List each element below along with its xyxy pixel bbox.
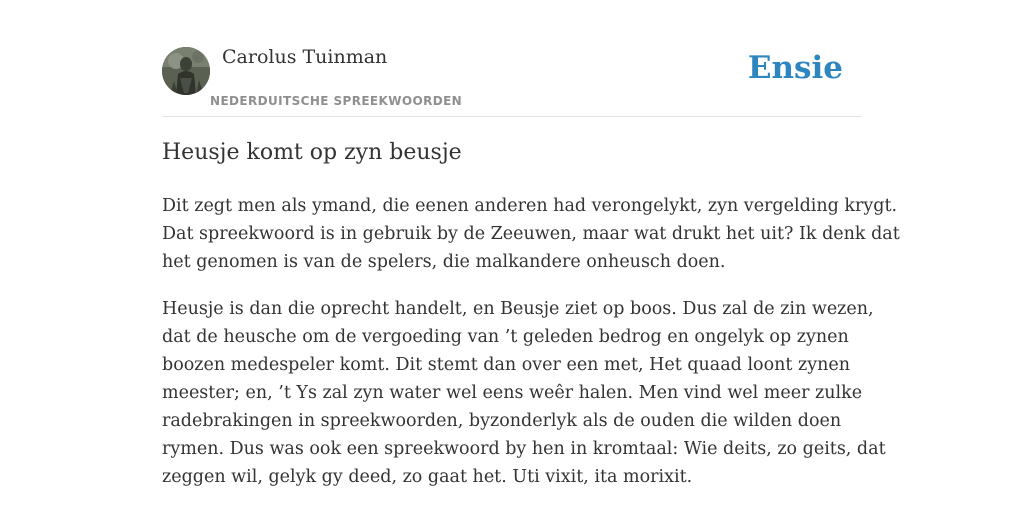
- paragraph-line: zeggen wil, gelyk gy deed, zo gaat het. Uti vixit, ita morixit.: [162, 467, 693, 487]
- statue-icon: [162, 47, 210, 95]
- paragraph-line: het genomen is van de spelers, die malkandere onheusch doen.: [162, 252, 726, 272]
- paragraph-line: Heusje is dan die oprecht handelt, en Beusje ziet op boos. Dus zal de zin wezen,: [162, 299, 874, 319]
- paragraph-line: rymen. Dus was ook een spreekwoord by hen in kromtaal: Wie deits, zo geits, dat: [162, 439, 886, 459]
- author-avatar[interactable]: [162, 47, 210, 95]
- paragraph-line: radebrakingen in spreekwoorden, byzonderlyk als de ouden die wilden doen: [162, 411, 842, 431]
- article-paragraph: [162, 295, 886, 491]
- article-paragraph: [162, 192, 900, 276]
- paragraph-line: dat de heusche om de vergoeding van ’t geleden bedrog en ongelyk op zynen: [162, 327, 849, 347]
- paragraph-line: meester; en, ’t Ys zal zyn water wel eens weêr halen. Men vind wel meer zulke: [162, 383, 863, 403]
- paragraph-line: Dat spreekwoord is in gebruik by de Zeeuwen, maar wat drukt het uit? Ik denk dat: [162, 224, 900, 244]
- collection-name[interactable]: NEDERDUITSCHE SPREEKWOORDEN: [210, 94, 463, 108]
- site-logo[interactable]: Ensie: [747, 50, 843, 86]
- header: [162, 40, 862, 117]
- author-name[interactable]: Carolus Tuinman: [222, 46, 388, 68]
- paragraph-line: Dit zegt men als ymand, die eenen anderen had verongelykt, zyn vergelding krygt.: [162, 196, 898, 216]
- article-title: Heusje komt op zyn beusje: [162, 140, 462, 165]
- paragraph-line: boozen medespeler komt. Dit stemt dan over een met, Het quaad loont zynen: [162, 355, 850, 375]
